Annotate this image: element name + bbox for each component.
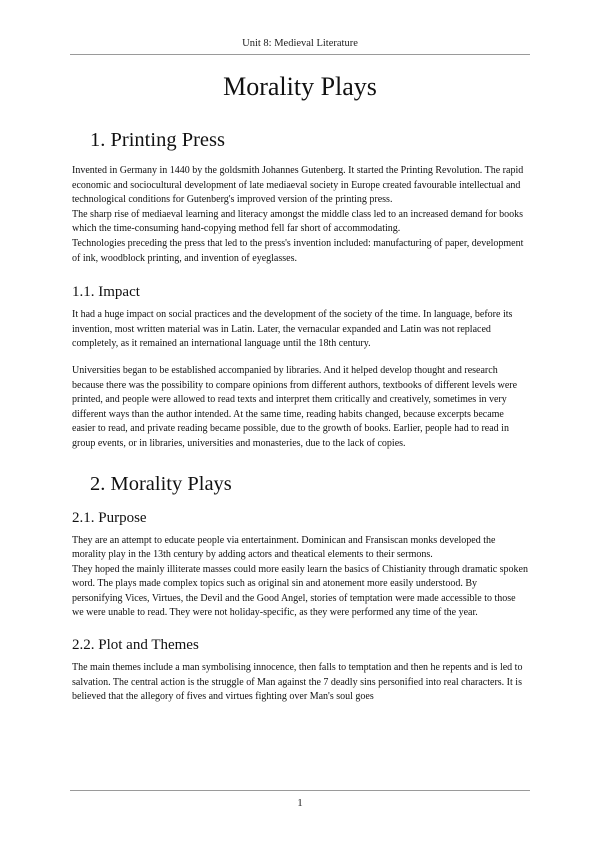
paragraph: Technologies preceding the press that led to the press's invention included: manufacturing of paper, development of ink, woodblock printing, and invention of eyeglasses. — [72, 237, 524, 264]
header-divider — [70, 54, 530, 55]
subsection-heading-purpose: 2.1. Purpose — [72, 509, 147, 526]
paragraph: Universities began to be established accompanied by libraries. And it helped develop thought and research because there was the possibility to compare opinions from different authors, textbooks of different levels were printed, and people were allowed to read texts and interpret them critically and creatively, sometimes in very different ways than the author intended. At the same time, reading habits changed, because excerpts became easier to read, and private reading became possible, due to the growth of books. Earlier, people had to read in group events, or in libraries, universities and monasteries, due to the lack of copies. — [72, 364, 518, 449]
paragraph: The main themes include a man symbolising innocence, then falls to temptation and then he repents and is led to salvation. The central action is the struggle of Man against the 7 deadly sins personified into real characters. It is believed that the allegory of fives and virtues fighting over Man's soul goes — [72, 662, 523, 703]
paragraph: They hoped the mainly illiterate masses could more easily learn the basics of Chistianity through dramatic spoken word. The plays made complex topics such as original sin and atonement more easily understood. By personifying Vices, Virtues, the Devil and the Good Angel, stories of temptation were made accessible to those we were unable to read. They were not holiday-specific, as they were performed any time of the year. — [72, 563, 528, 619]
page-title: Morality Plays — [223, 72, 377, 101]
subsection-heading-plot-and-themes: 2.2. Plot and Themes — [72, 637, 199, 654]
paragraph: Invented in Germany in 1440 by the goldsmith Johannes Gutenberg. It started the Printing Revolution. The rapid economic and sociocultural development of late mediaeval society in Europe created favourable intellectual and technological conditions for Gutenberg's improved version of the printing press. — [72, 165, 524, 206]
page-number: 1 — [297, 797, 303, 809]
footer-divider — [70, 790, 530, 791]
paragraph: They are an attempt to educate people via entertainment. Dominican and Fransiscan monks developed the morality play in the 13th century by adding actors and theatical elements to their sermons. — [72, 534, 496, 561]
paragraph: It had a huge impact on social practices and the development of the society of the time. In language, before its invention, most written material was in Latin. Later, the vernacular expanded and Latin was not replaced completely, as it remained an international language until the 18th century. — [72, 309, 513, 350]
document-body — [72, 126, 528, 705]
paragraph: The sharp rise of mediaeval learning and literacy amongst the middle class led to an increased demand for books which the time-consuming hand-copying method fell far short of accommodating. — [72, 208, 523, 235]
section-heading-morality-plays: 2. Morality Plays — [90, 472, 232, 495]
section-heading-printing-press: 1. Printing Press — [90, 129, 225, 151]
subsection-heading-impact: 1.1. Impact — [72, 284, 140, 301]
running-header: Unit 8: Medieval Literature — [242, 38, 358, 49]
